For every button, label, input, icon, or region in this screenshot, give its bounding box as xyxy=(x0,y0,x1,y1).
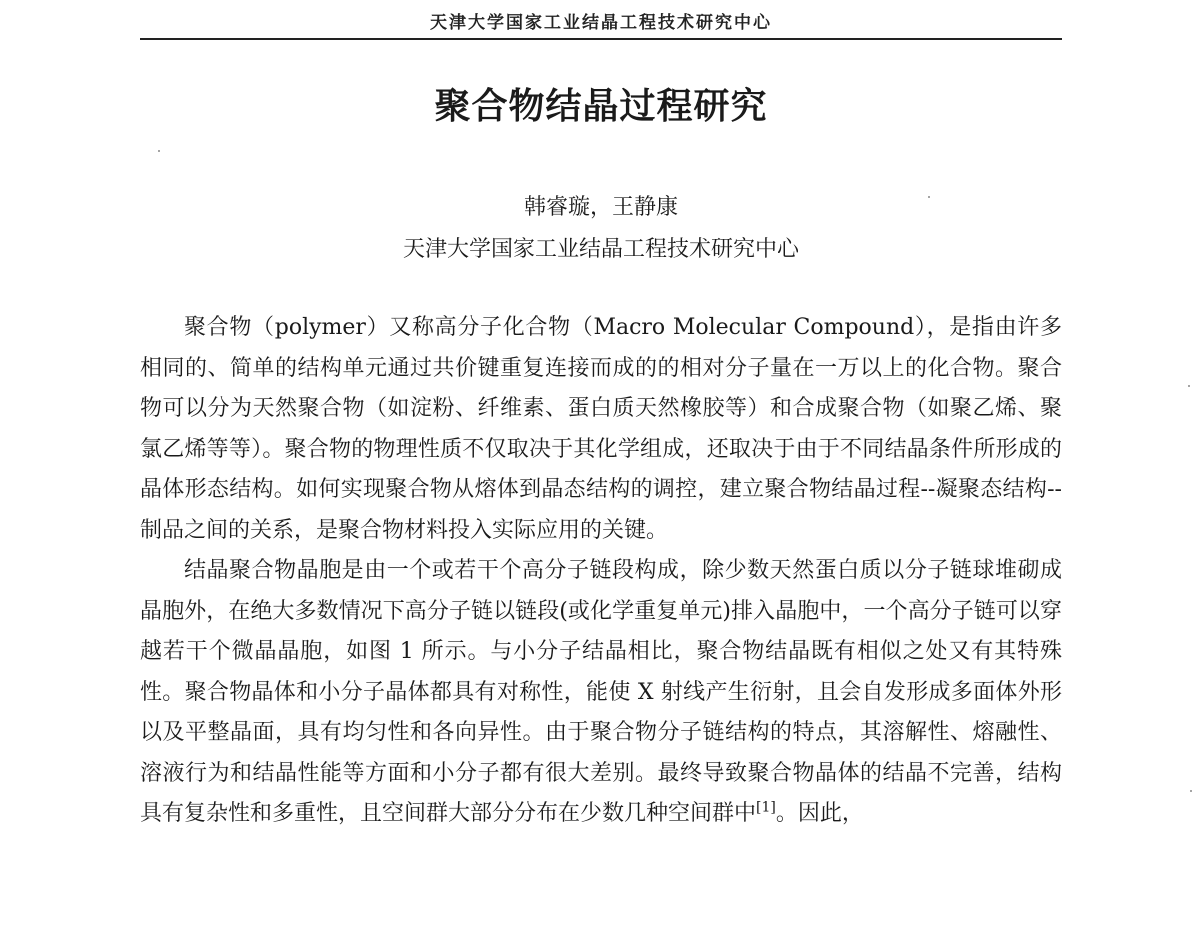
paper-authors: 韩睿璇，王静康 xyxy=(523,195,678,220)
scan-artifact xyxy=(158,150,160,152)
citation-1[interactable]: [1] xyxy=(756,799,776,816)
scan-artifact xyxy=(1190,790,1192,792)
paragraph-2-main: 结晶聚合物晶胞是由一个或若干个高分子链段构成，除少数天然蛋白质以分子链球堆砌成晶胞外，在绝大多数情况下高分子链以链段(或化学重复单元)排入晶胞中，一个高分子链可以穿越若干个微晶晶胞，如图 1 所示。与小分子结晶相比，聚合物结晶既有相似之处又有其特殊性。聚合物晶体和小分子晶体都具有对称性，能使 X 射线产生衍射，且会自发形成多面体外形以及平整晶面，具有均匀性和各向异性。由于聚合物分子链结构的特点，其溶解性、熔融性、溶液行为和结晶性能等方面和小分子都有很大差别。最终导致聚合物晶体的结晶不完善，结构具有复杂性和多重性，且空间群大部分分布在少数几种空间群中 xyxy=(140,558,1062,826)
paper-affiliation: 天津大学国家工业结晶工程技术研究中心 xyxy=(402,237,799,262)
paper-title: 聚合物结晶过程研究 xyxy=(434,86,768,127)
body-text xyxy=(140,308,1062,835)
running-header: 天津大学国家工业结晶工程技术研究中心 xyxy=(430,13,772,33)
paragraph-1: 聚合物（polymer）又称高分子化合物（Macro Molecular Compound），是指由许多相同的、简单的结构单元通过共价键重复连接而成的的相对分子量在一万以上的化合物。聚合物可以分为天然聚合物（如淀粉、纤维素、蛋白质天然橡胶等）和合成聚合物（如聚乙烯、聚氯乙烯等等）。聚合物的物理性质不仅取决于其化学组成，还取决于由于不同结晶条件所形成的晶体形态结构。如何实现聚合物从熔体到晶态结构的调控，建立聚合物结晶过程--凝聚态结构--制品之间的关系，是聚合物材料投入实际应用的关键。 xyxy=(140,315,1062,543)
scan-artifact xyxy=(928,196,930,198)
paragraph-2-tail: 。因此， xyxy=(775,801,864,826)
scan-artifact xyxy=(1188,385,1190,387)
paragraph-2 xyxy=(140,551,1062,835)
header-rule xyxy=(140,38,1062,40)
